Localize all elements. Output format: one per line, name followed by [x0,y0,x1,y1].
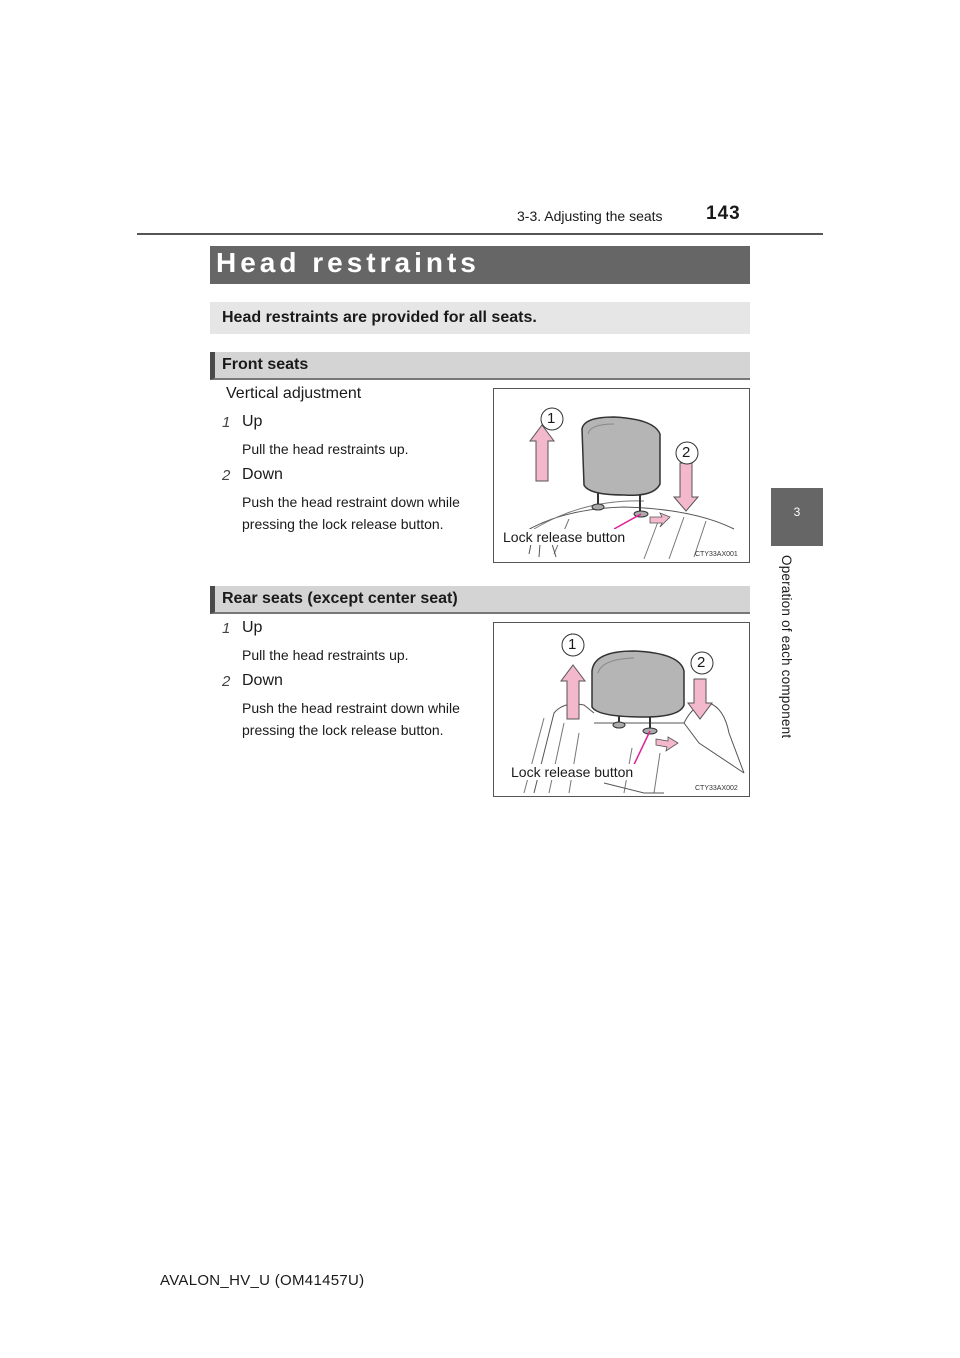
rear-callout-1: 1 [568,636,577,653]
rear-item-1-number: 1 [222,620,231,637]
header-divider [137,233,823,235]
front-callout-1: 1 [547,410,556,427]
front-callout-2: 2 [682,444,691,461]
front-seat-illustration [493,388,750,563]
front-figure-code: CTY33AX001 [695,551,738,558]
page-title: Head restraints [216,247,480,278]
section-reference: 3-3. Adjusting the seats [517,208,663,224]
page-number: 143 [706,203,741,224]
front-lock-release-label: Lock release button [503,529,626,545]
rear-callout-2: 2 [697,654,706,671]
rear-item-1-desc: Pull the head restraints up. [242,647,409,663]
chapter-tab-label: Operation of each component [779,555,794,739]
rear-seat-illustration [493,622,750,797]
footer-manual-id: AVALON_HV_U (OM41457U) [160,1272,365,1289]
front-item-1-number: 1 [222,414,231,431]
intro-text: Head restraints are provided for all seats. [222,309,537,326]
front-item-2-desc: Push the head restraint down while pressing the lock release button. [242,494,460,532]
rear-item-2-number: 2 [222,673,231,690]
rear-item-2-desc: Push the head restraint down while pressing the lock release button. [242,700,460,738]
front-item-2-number: 2 [222,467,231,484]
front-item-1-desc: Pull the head restraints up. [242,441,409,457]
rear-item-1-title: Up [242,619,263,636]
rear-figure-code: CTY33AX002 [695,785,738,792]
rear-lock-release-label: Lock release button [511,764,634,780]
front-item-2-title: Down [242,466,283,483]
rear-item-2-title: Down [242,672,283,689]
front-lead-text: Vertical adjustment [226,385,362,402]
rear-seats-heading: Rear seats (except center seat) [222,590,458,607]
front-seats-heading: Front seats [222,356,309,373]
chapter-tab-number: 3 [793,505,801,519]
front-item-1-title: Up [242,413,263,430]
